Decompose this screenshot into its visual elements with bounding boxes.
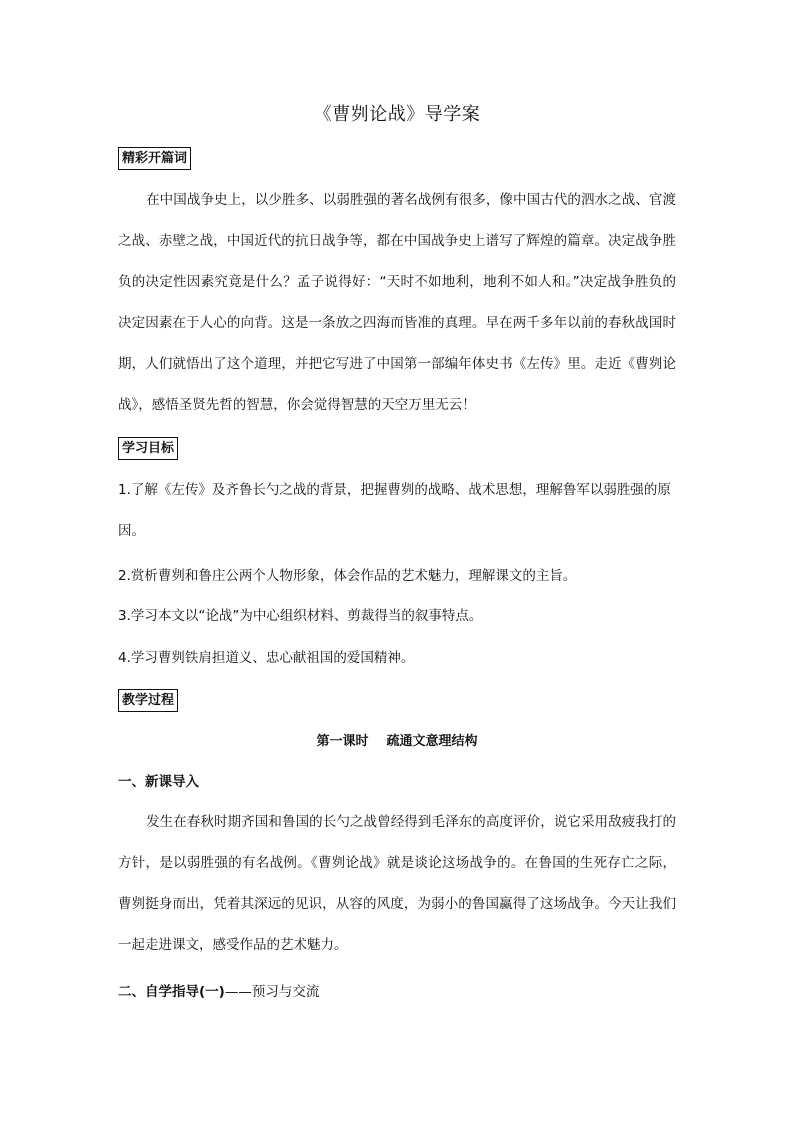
- goal-item-4: 4.学习曹刿铁肩担道义、忠心献祖国的爱国精神。: [118, 650, 415, 666]
- lesson-heading: 第一课时 疏通文意理结构: [316, 734, 478, 749]
- intro-paragraph-text: 在中国战争史上，以少胜多、以弱胜强的著名战例有很多，像中国古代的泗水之战、官渡之战、赤壁之战，中国近代的抗日战争等，都在中国战争史上谱写了辉煌的篇章。决定战争胜负的决定性因素究竟是什么？孟子说得好：“天时不如地利，地利不如人和。”决定战争胜负的决定因素在于人心的向背。这是一条放之四海而皆准的真理。早在两千多年以前的春秋战国时期，人们就悟出了这个道理，并把它写进了中国第一部编年体史书《左传》里。走近《曹刿论战》，感悟圣贤先哲的智慧，你会觉得智慧的天空万里无云！: [118, 192, 676, 413]
- section-label-process: 教学过程: [118, 689, 178, 712]
- goal-item-3: 3.学习本文以“论战”为中心组织材料、剪裁得当的叙事特点。: [118, 608, 483, 624]
- step-heading-2-bold: 二、自学指导(一): [118, 984, 225, 1000]
- section-label-intro: 精彩开篇词: [118, 147, 191, 170]
- step1-paragraph: [118, 802, 676, 966]
- section-label-goals: 学习目标: [118, 437, 178, 460]
- step-heading-2: [118, 982, 319, 1002]
- step-heading-2-rest: ——预习与交流: [224, 984, 320, 1000]
- intro-paragraph: [118, 180, 676, 426]
- goal-item-1: 1.了解《左传》及齐鲁长勺之战的背景，把握曹刿的战略、战术思想，理解鲁军以弱胜强的原因。: [118, 482, 671, 539]
- step-heading-1: [118, 772, 199, 792]
- step-heading-1-text: 一、新课导入: [118, 774, 199, 790]
- step1-paragraph-text: 发生在春秋时期齐国和鲁国的长勺之战曾经得到毛泽东的高度评价，说它采用敌疲我打的方针，是以弱胜强的有名战例。《曹刿论战》就是谈论这场战争的。在鲁国的生死存亡之际，曹刿挺身而出，凭着其深远的见识，从容的风度，为弱小的鲁国赢得了这场战争。今天让我们一起走进课文，感受作品的艺术魅力。: [118, 814, 676, 953]
- document-title: 《曹刿论战》导学案: [313, 104, 481, 125]
- goal-item-2: 2.赏析曹刿和鲁庄公两个人物形象，体会作品的艺术魅力，理解课文的主旨。: [118, 568, 577, 584]
